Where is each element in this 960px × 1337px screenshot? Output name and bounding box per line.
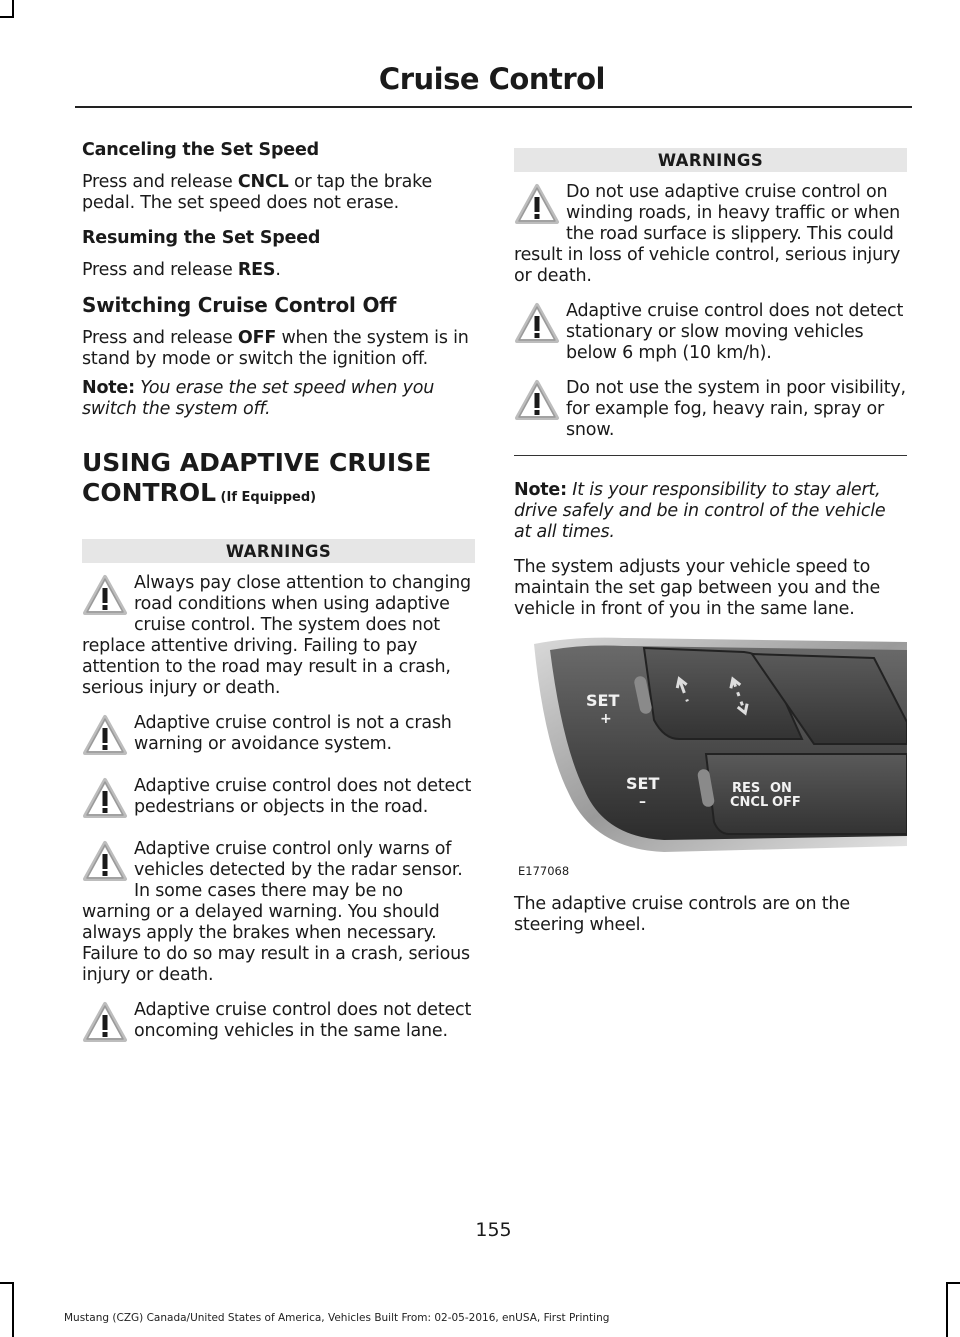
note-label: Note: [514,480,567,500]
note-text: You erase the set speed when you switch the system off. [82,378,435,419]
key-res: RES [237,260,276,280]
warning-text: Always pay close attention to changing road conditions when using adaptive cruise control. The system does not replace attentive driving. Failing to pay attention to the road may result in a crash, serious injury or death. [82,573,471,698]
warning-item [514,378,907,441]
header-rule [75,106,912,108]
off-label: OFF [772,795,801,810]
steering-wheel-controls-illustration [514,634,907,884]
right-column [514,148,907,936]
warning-text: Adaptive cruise control does not detect stationary or slow moving vehicles below 6 mph (10 km/h). [566,301,904,363]
warning-triangle-icon [514,379,566,427]
set-minus-label: SET [626,774,660,793]
page-header-title: Cruise Control [378,62,605,96]
warning-item [82,1000,475,1049]
note-paragraph [514,480,907,543]
text: . [275,260,281,280]
warning-triangle-icon [82,574,134,622]
warning-text: Do not use the system in poor visibility, for example fog, heavy rain, spray or snow. [566,378,906,440]
crop-mark [0,16,14,18]
warning-text: Adaptive cruise control is not a crash warning or avoidance system. [134,713,452,754]
warning-text: Adaptive cruise control does not detect pedestrians or objects in the road. [134,776,472,817]
warning-text: Adaptive cruise control only warns of vehicles detected by the radar sensor. In some cases there may be no warning or a delayed warning. You should always apply the brakes when necessary. Failure to do so may result in a crash, serious injury or death. [82,839,470,985]
steering-wheel-controls-figure [514,634,907,884]
warning-item [82,573,475,699]
crop-mark [0,1282,14,1284]
warning-triangle-icon [82,840,134,888]
adjust-paragraph: The system adjusts your vehicle speed to maintain the set gap between you and the vehicle in front of you in the same lane. [514,557,881,619]
set-plus-label: SET [586,691,620,710]
warnings-list [514,182,907,441]
page-number: 155 [475,1219,512,1241]
heading-qualifier: (If Equipped) [216,490,317,505]
warning-item [82,713,475,762]
cncl-label: CNCL [730,795,769,810]
warning-triangle-icon [82,714,134,762]
warning-item [514,182,907,287]
heading-line: USING ADAPTIVE CRUISE [82,448,432,477]
warnings-header: WARNINGS [514,148,907,172]
warning-item [82,839,475,986]
warning-triangle-icon [82,1001,134,1049]
warning-item [82,776,475,825]
figure-code: E177068 [518,864,570,878]
warning-triangle-icon [82,777,134,825]
left-column [82,140,475,1063]
switching-off-paragraph [82,328,475,370]
note-paragraph [82,378,475,420]
resuming-paragraph [82,260,475,281]
key-cncl: CNCL [237,172,289,192]
warnings-end-rule [514,455,907,456]
warnings-header: WARNINGS [82,539,475,563]
warning-text: Adaptive cruise control does not detect oncoming vehicles in the same lane. [134,1000,472,1041]
warning-triangle-icon [514,302,566,350]
controls-location-paragraph: The adaptive cruise controls are on the steering wheel. [514,894,850,935]
on-label: ON [770,781,792,796]
warning-triangle-icon [514,183,566,231]
heading-line: CONTROL [82,478,217,507]
text: when the system is in stand by mode or switch the ignition off. [82,328,469,369]
res-label: RES [732,781,761,796]
warning-text: Do not use adaptive cruise control on winding roads, in heavy traffic or when the road surface is slippery. This could result in loss of vehicle control, serious injury or death. [514,182,901,286]
minus-label: – [639,794,646,810]
main-heading [82,448,475,513]
warnings-list [82,573,475,1049]
key-off: OFF [237,328,277,348]
crop-mark [946,1282,948,1337]
warning-item [514,301,907,364]
text: Press and release [82,260,238,280]
note-label: Note: [82,378,135,398]
plus-label: + [600,711,612,727]
text: or tap the brake pedal. The set speed does not erase. [82,172,433,213]
canceling-paragraph [82,172,475,214]
text: Press and release [82,172,238,192]
section-title-switching-off: Switching Cruise Control Off [82,293,397,317]
note-text: It is your responsibility to stay alert, drive safely and be in control of the vehicle at all times. [514,480,886,542]
section-title-resuming: Resuming the Set Speed [82,228,321,248]
section-title-canceling: Canceling the Set Speed [82,140,319,160]
crop-mark [946,1282,960,1284]
crop-mark [12,1282,14,1337]
page-footer: Mustang (CZG) Canada/United States of America, Vehicles Built From: 02-05-2016, enUSA, First Printing [64,1312,610,1324]
text: Press and release [82,328,238,348]
